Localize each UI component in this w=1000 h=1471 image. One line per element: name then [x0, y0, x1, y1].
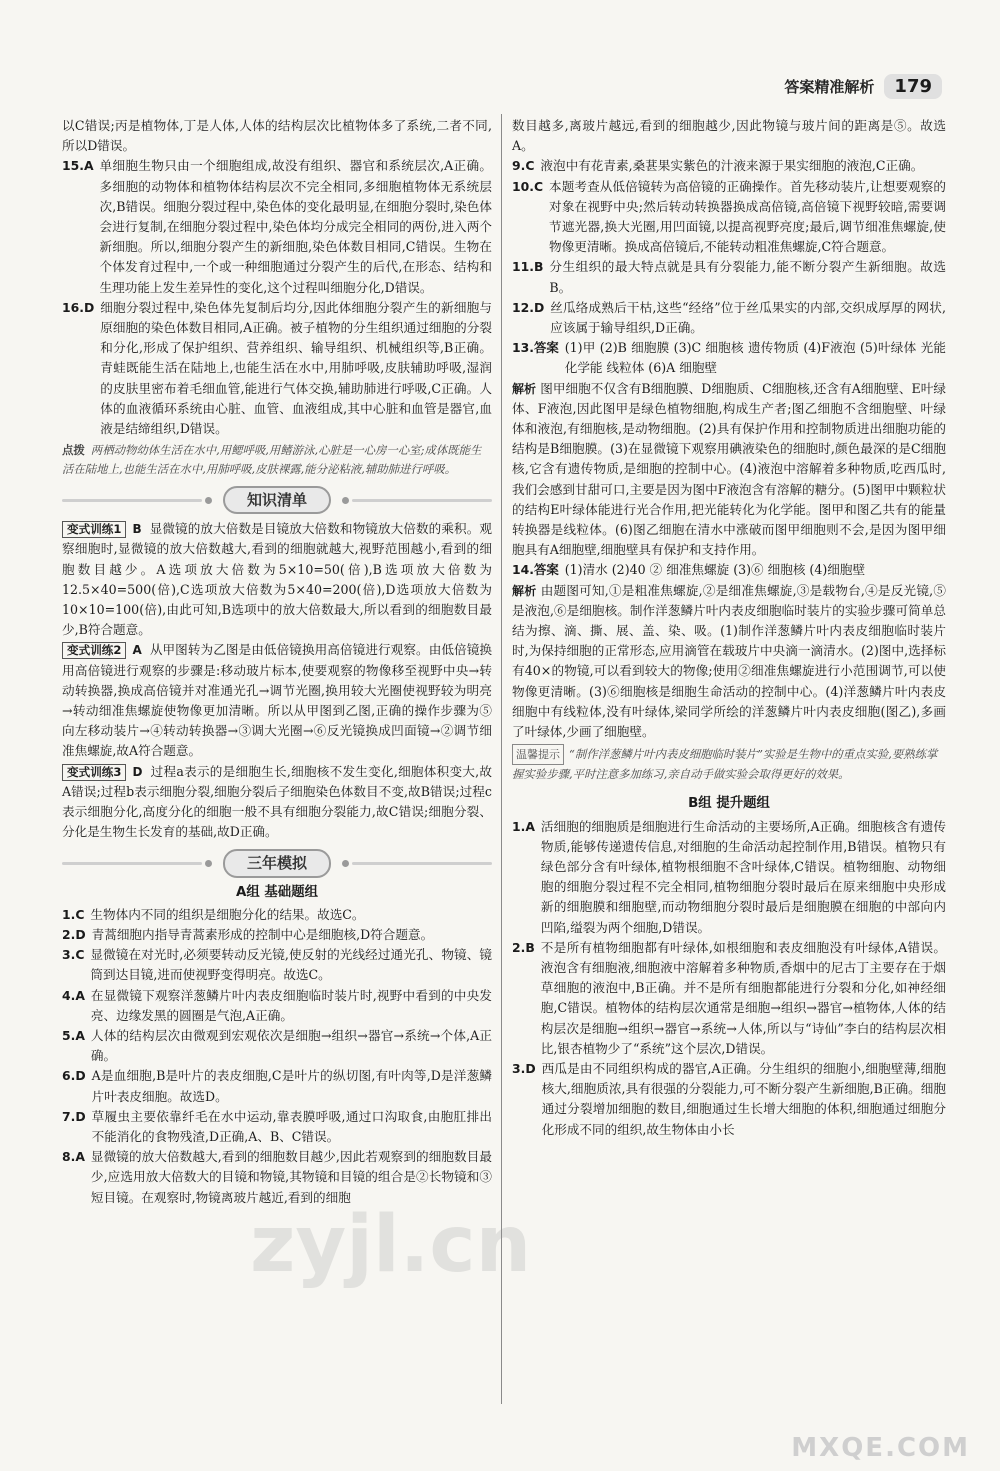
- item-number: 3.D: [512, 1060, 536, 1076]
- item-number: 1.C: [62, 906, 85, 922]
- item-text: 液泡中有花青素,桑葚果实紫色的汁液来源于果实细胞的液泡,C正确。: [540, 158, 924, 174]
- right-continuation: 数目越多,离玻片越远,看到的细胞越少,因此物镜与玻片间的距离是⑤。故选A。: [512, 118, 946, 154]
- answer-list-top: [62, 156, 492, 439]
- item-text: 本题考查从低倍镜转为高倍镜的正确操作。首先移动装片,让想要观察的对象在视野中央;然后转动转换器换成高倍镜,高倍镜下视野较暗,需要调节遮光器,换大光圈,用凹面镜,以提高视野亮度;最后,调节细准焦螺旋,使物像更清晰。换成高倍镜后,不能转动粗准焦螺旋,C符合题意。: [549, 178, 946, 255]
- answer-item: [62, 1066, 492, 1106]
- answer-item: [512, 298, 946, 338]
- warm-tip-label: 温馨提示: [512, 744, 564, 765]
- item-number: 9.C: [512, 158, 535, 174]
- drill-tag: 变式训练3: [62, 764, 126, 781]
- drill-item: [62, 640, 492, 761]
- left-continuation: 以C错误;丙是植物体,丁是人体,人体的结构层次比植物体多了系统,二者不同,所以D错误。: [62, 118, 492, 154]
- item-number: 7.D: [62, 1108, 86, 1124]
- item-text: A是血细胞,B是叶片的表皮细胞,C是叶片的纵切图,有叶肉等,D是洋葱鳞片叶表皮细胞。故选D。: [91, 1068, 492, 1104]
- section-banner-mock: [62, 849, 492, 879]
- answer-item: [512, 156, 946, 176]
- item-text: 分生组织的最大特点就是具有分裂能力,能不断分裂产生新细胞。故选B。: [549, 259, 946, 295]
- item-number: 10.C: [512, 178, 544, 194]
- drill-tag: 变式训练2: [62, 642, 126, 659]
- item-number: 4.A: [62, 987, 85, 1003]
- overlay-watermark: zyjl.cn: [250, 1200, 532, 1290]
- item-text: 活细胞的细胞质是细胞进行生命活动的主要场所,A正确。细胞核含有遗传物质,能够传递遗传信息,对细胞的生命活动起控制作用,B错误。植物只有绿色部分含有叶绿体,植物根细胞不含叶绿体,C错误。植物细胞、动物细胞的细胞分裂过程不完全相同,植物细胞分裂时最后在原来细胞中央形成新的细胞膜和细胞壁,而动物细胞分裂时最后是细胞膜在细胞的中部向内凹陷,缢裂为两个细胞,D错误。: [540, 818, 946, 935]
- page-header: [784, 74, 942, 99]
- q13-answer-text: (1)甲 (2)B 细胞膜 (3)C 细胞核 遗传物质 (4)F液泡 (5)叶绿体 光能 化学能 线粒体 (6)A 细胞壁: [564, 340, 946, 376]
- answer-item: [512, 938, 946, 1059]
- drill-answer: A: [132, 643, 142, 658]
- item-number: 2.D: [62, 926, 86, 942]
- right-column: [512, 116, 946, 1140]
- item-number: 2.B: [512, 939, 535, 955]
- q14-analysis: [512, 581, 946, 743]
- warm-tip: [512, 744, 946, 784]
- answer-item: [62, 1147, 492, 1208]
- item-text: 显微镜在对光时,必须要转动反光镜,使反射的光线经过通光孔、物镜、镜筒到达目镜,进而使视野变得明亮。故选C。: [90, 947, 492, 983]
- answer-item: [62, 156, 492, 297]
- item-number: 12.D: [512, 299, 545, 315]
- q14-answer-text: (1)清水 (2)40 ② 细准焦螺旋 (3)⑥ 细胞核 (4)细胞壁: [564, 562, 866, 578]
- item-text: 青蒿细胞内指导青蒿素形成的控制中心是细胞核,D符合题意。: [91, 926, 434, 942]
- item-number: 5.A: [62, 1027, 85, 1043]
- banner-label: 三年模拟: [223, 849, 331, 877]
- item-text: 不是所有植物细胞都有叶绿体,如根细胞和表皮细胞没有叶绿体,A错误。液泡含有细胞液,细胞液中溶解着多种物质,香烟中的尼古丁主要存在于烟草细胞的液泡中,B正确。并不是所有细胞都能进行分裂和分化,如神经细胞,C错误。植物体的结构层次通常是细胞→组织→器官→植物体,人体的结构层次是细胞→组织→器官→系统→人体,所以与“诗仙”李白的结构层次相比,银杏植物少了“系统”这个层次,D错误。: [540, 939, 946, 1056]
- answer-item: [62, 905, 492, 925]
- answer-item: [512, 817, 946, 938]
- drill-text: 显微镜的放大倍数是目镜放大倍数和物镜放大倍数的乘积。观察细胞时,显微镜的放大倍数越大,看到的细胞就越大,视野范围越小,看到的细胞数目越少。A选项放大倍数为5×10=50(倍),B选项放大倍数为12.5×40=500(倍),C选项放大倍数为5×40=200(倍),D选项放大倍数为10×10=100(倍),由此可知,B选项中的放大倍数最大,所以看到的细胞数目最少,B符合题意。: [62, 521, 492, 638]
- item-text: 丝瓜络成熟后干枯,这些“经络”位于丝瓜果实的内部,交织成厚厚的网状,应该属于输导组织,D正确。: [550, 299, 946, 336]
- answer-item: [512, 257, 946, 297]
- drill-text: 从甲图转为乙图是由低倍镜换用高倍镜进行观察。由低倍镜换用高倍镜进行观察的步骤是:移动玻片标本,使要观察的物像移至视野中央→转动转换器,换成高倍镜并对准通光孔→调节光圈,换用较大光圈使视野较为明亮→转动细准焦螺旋使物像更加清晰。所以从甲图到乙图,正确的操作步骤为⑤向左移动装片→④转动转换器→③调大光圈→⑥反光镜换成凹面镜→②调节细准焦螺旋,故A符合题意。: [62, 642, 492, 759]
- answer-item: [62, 986, 492, 1026]
- answer-item: [62, 1107, 492, 1147]
- drill-item: [62, 762, 492, 843]
- q14-analysis-label: 解析: [512, 583, 537, 598]
- item-text: 西瓜是由不同组织构成的器官,A正确。分生组织的细胞小,细胞壁薄,细胞核大,细胞质浓,具有很强的分裂能力,可不断分裂产生新细胞,B正确。细胞通过分裂增加细胞的数目,细胞通过生长增大细胞的体积,细胞通过细胞分化形成不同的组织,故生物体由小长: [541, 1060, 946, 1137]
- item-number: 3.C: [62, 947, 85, 963]
- answer-item: [62, 298, 492, 439]
- group-b-list: [512, 817, 946, 1140]
- q13-number: 13.答案: [512, 340, 559, 356]
- section-banner-knowledge: [62, 485, 492, 515]
- drill-item: [62, 519, 492, 640]
- q13-answer: [512, 338, 946, 378]
- answer-item: [62, 925, 492, 945]
- q14-analysis-text: 由题图可知,①是粗准焦螺旋,②是细准焦螺旋,③是载物台,④是反光镜,⑤是液泡,⑥是细胞核。制作洋葱鳞片叶内表皮细胞临时装片的实验步骤可简单总结为擦、滴、撕、展、盖、染、吸。(1)制作洋葱鳞片叶内表皮细胞临时装片时,为保持细胞的正常形态,应用滴管在载玻片中央滴一滴清水。(2)图中,选择标有40×的物镜,可以看到较大的物像;使用②细准焦螺旋进行小范围调节,可以使物像更清晰。(3)⑥细胞核是细胞生命活动的控制中心。(4)洋葱鳞片叶内表皮细胞中有线粒体,没有叶绿体,梁同学所绘的洋葱鳞片叶内表皮细胞(图乙),多画了叶绿体,少画了细胞壁。: [512, 582, 946, 740]
- drill-answer: B: [132, 522, 142, 537]
- left-column: [62, 116, 492, 1208]
- item-text: 草履虫主要依靠纤毛在水中运动,靠表膜呼吸,通过口沟取食,由胞肛排出不能消化的食物残渣,D正确,A、B、C错误。: [91, 1108, 492, 1144]
- item-number: 15.A: [62, 158, 94, 174]
- item-text: 单细胞生物只由一个细胞组成,故没有组织、器官和系统层次,A正确。多细胞的动物体和植物体结构层次不完全相同,多细胞植物体无系统层次,B错误。细胞分裂过程中,染色体的变化最明显,在细胞分裂时,染色体会进行复制,在细胞分裂过程中,染色体均分成完全相同的两份,进入两个新细胞。所以,细胞分裂产生的新细胞,染色体数目相同,C错误。生物在个体发育过程中,一个或一种细胞通过分裂产生的后代,在形态、结构和生理功能上发生差异性的变化,这个过程叫细胞分化,D错误。: [99, 158, 492, 295]
- q14-answer: [512, 560, 946, 580]
- item-number: 16.D: [62, 299, 95, 315]
- group-a-title: A组 基础题组: [236, 884, 318, 900]
- q13-analysis-text: 图甲细胞不仅含有B细胞膜、D细胞质、C细胞核,还含有A细胞壁、E叶绿体、F液泡,因此图甲是绿色植物细胞,构成生产者;图乙细胞不含细胞壁、叶绿体和液泡,有细胞核,是动物细胞。(2)具有保护作用和控制物质进出细胞功能的结构是B细胞膜。(3)在显微镜下观察用碘液染色的细胞时,颜色最深的是C细胞核,它含有遗传物质,是细胞的控制中心。(4)液泡中溶解着多种物质,吃西瓜时,我们会感到甘甜可口,主要是因为图中F液泡含有溶解的糖分。(5)图甲中颗粒状的结构E叶绿体能进行光合作用,把光能转化为化学能。图甲和图乙共有的能量转换器是线粒体。(6)图乙细胞在清水中涨破而图甲细胞则不会,是因为图甲细胞具有A细胞壁,细胞壁具有保护和支持作用。: [512, 380, 946, 558]
- corner-watermark: MXQE.COM: [791, 1433, 970, 1463]
- tip-label: 点拨: [62, 443, 85, 458]
- answer-item: [512, 1059, 946, 1140]
- answer-item: [62, 1026, 492, 1066]
- group-b-title: B组 提升题组: [688, 796, 770, 812]
- item-text: 细胞分裂过程中,染色体先复制后均分,因此体细胞分裂产生的新细胞与原细胞的染色体数目相同,A正确。被子植物的分生组织通过细胞的分裂和分化,形成了保护组织、营养组织、输导组织、机械组织等,B正确。青蛙既能生活在陆地上,也能生活在水中,用肺呼吸,皮肤辅助呼吸,湿润的皮肤里密布着毛细血管,能进行气体交换,辅助肺进行呼吸,C正确。人体的血液循环系统由心脏、血管、血液组成,其中心脏和血管是器官,血液是结缔组织,D错误。: [100, 299, 492, 437]
- item-text: 人体的结构层次由微观到宏观依次是细胞→组织→器官→系统→个体,A正确。: [90, 1027, 492, 1064]
- answer-list-right: [512, 156, 946, 338]
- tip-text: 两栖动物幼体生活在水中,用鳃呼吸,用鳍游泳,心脏是一心房一心室;成体既能生活在陆地上,也能生活在水中,用肺呼吸,皮肤裸露,能分泌粘液,辅助肺进行呼吸。: [62, 443, 482, 477]
- warm-tip-text: “制作洋葱鳞片叶内表皮细胞临时装片”实验是生物中的重点实验,要熟练掌握实验步骤,平时注意多加练习,亲自动手做实验会取得更好的效果。: [512, 747, 938, 782]
- item-text: 显微镜的放大倍数越大,看到的细胞数目越少,因此若观察到的细胞数目最少,应选用放大倍数大的目镜和物镜,其物镜和目镜的组合是②长物镜和③短目镜。在观察时,物镜离玻片越近,看到的细胞: [90, 1149, 492, 1205]
- drill-list: [62, 519, 492, 842]
- item-number: 6.D: [62, 1068, 86, 1084]
- answer-item: [512, 177, 946, 258]
- tip-note: [62, 441, 492, 479]
- item-text: 在显微镜下观察洋葱鳞片叶内表皮细胞临时装片时,视野中看到的中央发亮、边缘发黑的圆圈是气泡,A正确。: [90, 987, 492, 1023]
- page-number: 179: [884, 74, 942, 99]
- banner-label: 知识清单: [223, 486, 331, 514]
- group-a-list: [62, 905, 492, 1208]
- q14-number: 14.答案: [512, 562, 559, 578]
- header-title: 答案精准解析: [784, 78, 875, 96]
- item-number: 11.B: [512, 259, 544, 275]
- drill-tag: 变式训练1: [62, 521, 126, 538]
- q13-analysis-label: 解析: [512, 381, 537, 396]
- item-text: 生物体内不同的组织是细胞分化的结果。故选C。: [90, 906, 365, 922]
- drill-answer: D: [132, 764, 143, 779]
- item-number: 8.A: [62, 1149, 85, 1165]
- answer-item: [62, 945, 492, 985]
- drill-text: 过程a表示的是细胞生长,细胞核不发生变化,细胞体积变大,故A错误;过程b表示细胞分裂,细胞分裂后子细胞染色体数目不变,故B错误;过程c表示细胞分化,高度分化的细胞一般不具有细胞分裂能力,故C错误;细胞分裂、分化是生物生长发育的基础,故D正确。: [62, 763, 492, 840]
- item-number: 1.A: [512, 818, 535, 834]
- q13-analysis: [512, 379, 946, 561]
